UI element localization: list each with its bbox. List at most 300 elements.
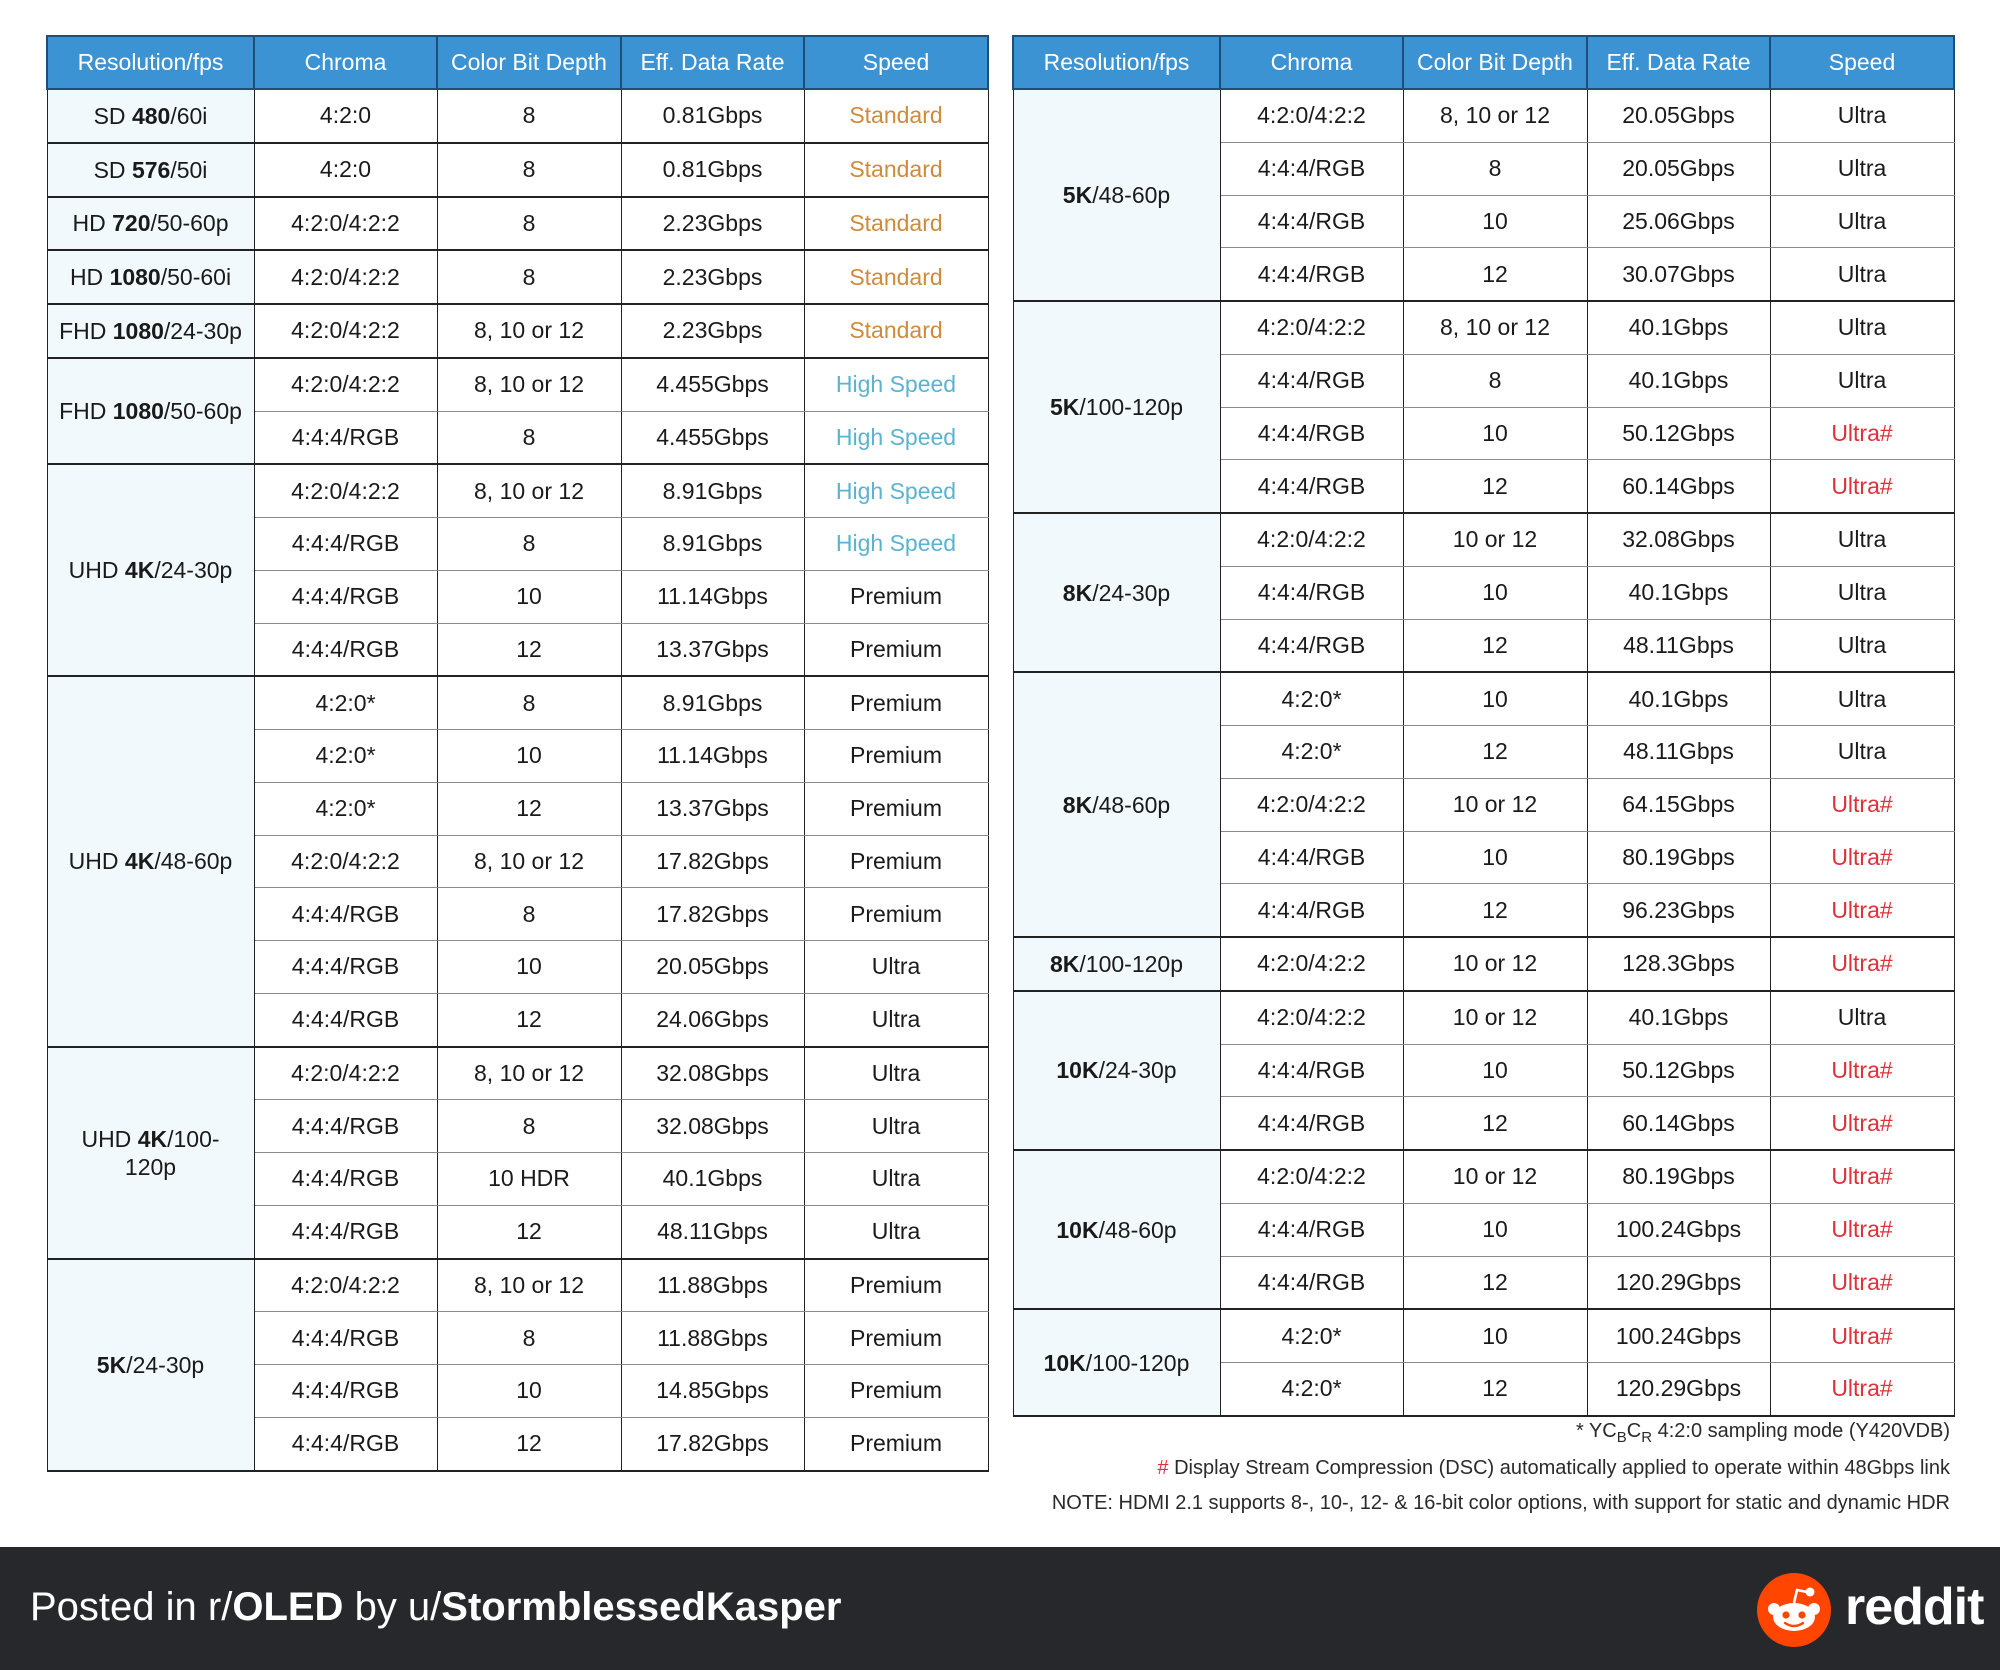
posted-in-label: Posted in r/ xyxy=(30,1585,233,1629)
speed-cell: Ultra xyxy=(804,1205,988,1258)
chroma-cell: 4:2:0/4:2:2 xyxy=(254,464,437,517)
data-rate-cell: 60.14Gbps xyxy=(1587,460,1770,513)
chroma-cell: 4:2:0* xyxy=(254,782,437,835)
speed-cell: Premium xyxy=(804,730,988,783)
resolution-cell xyxy=(1013,1309,1220,1416)
bit-depth-cell: 10 xyxy=(1403,1309,1587,1362)
bit-depth-cell: 12 xyxy=(1403,1256,1587,1309)
chroma-cell: 4:4:4/RGB xyxy=(1220,1097,1403,1150)
header-speed: Speed xyxy=(804,36,988,89)
speed-cell: Ultra xyxy=(1770,301,1954,354)
speed-cell: Ultra xyxy=(1770,89,1954,142)
footnote-ycbcr-suffix: 4:2:0 sampling mode (Y420VDB) xyxy=(1652,1420,1950,1442)
chroma-cell: 4:2:0/4:2:2 xyxy=(1220,991,1403,1044)
header-color-bit-depth: Color Bit Depth xyxy=(437,36,621,89)
bit-depth-cell: 10 HDR xyxy=(437,1153,621,1206)
resolution-cell xyxy=(1013,991,1220,1150)
resolution-cell xyxy=(1013,513,1220,672)
chroma-cell: 4:4:4/RGB xyxy=(1220,566,1403,619)
chroma-cell: 4:2:0* xyxy=(1220,672,1403,725)
bit-depth-cell: 12 xyxy=(1403,460,1587,513)
bit-depth-cell: 10 or 12 xyxy=(1403,937,1587,991)
bit-depth-cell: 10 xyxy=(1403,1044,1587,1097)
bit-depth-cell: 8 xyxy=(1403,354,1587,407)
data-rate-cell: 64.15Gbps xyxy=(1587,778,1770,831)
chroma-cell: 4:4:4/RGB xyxy=(254,1205,437,1258)
speed-cell: Ultra xyxy=(804,1100,988,1153)
bit-depth-cell: 12 xyxy=(437,623,621,676)
bit-depth-cell: 8, 10 or 12 xyxy=(1403,301,1587,354)
footnote-ycbcr-mid: C xyxy=(1626,1420,1642,1442)
resolution-prefix: UHD xyxy=(81,1125,138,1152)
chroma-cell: 4:4:4/RGB xyxy=(254,941,437,994)
resolution-cell xyxy=(1013,89,1220,301)
data-rate-cell: 4.455Gbps xyxy=(621,411,804,464)
reddit-wordmark: reddit xyxy=(1845,1578,1984,1636)
data-rate-cell: 32.08Gbps xyxy=(621,1047,804,1100)
bit-depth-cell: 8, 10 or 12 xyxy=(437,1259,621,1312)
chroma-cell: 4:2:0 xyxy=(254,143,437,197)
speed-cell: High Speed xyxy=(804,358,988,411)
chroma-cell: 4:2:0/4:2:2 xyxy=(1220,778,1403,831)
resolution-prefix: HD xyxy=(72,210,113,237)
data-rate-cell: 17.82Gbps xyxy=(621,835,804,888)
resolution-fps: /48-60p xyxy=(154,848,233,875)
header-row xyxy=(47,36,988,89)
chroma-cell: 4:4:4/RGB xyxy=(254,411,437,464)
resolution-value: 720 xyxy=(112,210,151,237)
reddit-footer-bar xyxy=(0,1547,2000,1670)
resolution-cell xyxy=(47,464,254,676)
chroma-cell: 4:4:4/RGB xyxy=(1220,619,1403,672)
data-rate-cell: 120.29Gbps xyxy=(1587,1363,1770,1416)
resolution-prefix: FHD xyxy=(59,317,113,344)
data-rate-cell: 30.07Gbps xyxy=(1587,248,1770,301)
resolution-fps: /100-120p xyxy=(1079,950,1183,977)
chroma-cell: 4:4:4/RGB xyxy=(1220,407,1403,460)
speed-cell: High Speed xyxy=(804,464,988,517)
data-rate-cell: 40.1Gbps xyxy=(1587,354,1770,407)
username-link[interactable]: StormblessedKasper xyxy=(441,1585,842,1629)
resolution-value: 8K xyxy=(1062,579,1093,606)
resolution-cell xyxy=(47,358,254,465)
chroma-cell: 4:2:0* xyxy=(1220,1363,1403,1416)
data-rate-cell: 20.05Gbps xyxy=(621,941,804,994)
bit-depth-cell: 8 xyxy=(437,197,621,251)
header-resolution: Resolution/fps xyxy=(1013,36,1220,89)
resolution-prefix: HD xyxy=(69,264,110,291)
bit-depth-cell: 8 xyxy=(437,888,621,941)
resolution-cell xyxy=(1013,672,1220,937)
chroma-cell: 4:2:0/4:2:2 xyxy=(254,304,437,358)
data-rate-cell: 13.37Gbps xyxy=(621,782,804,835)
speed-cell: Ultra# xyxy=(1770,1097,1954,1150)
chroma-cell: 4:4:4/RGB xyxy=(1220,195,1403,248)
data-rate-cell: 2.23Gbps xyxy=(621,250,804,304)
data-rate-cell: 40.1Gbps xyxy=(1587,991,1770,1044)
data-rate-cell: 40.1Gbps xyxy=(1587,672,1770,725)
bit-depth-cell: 10 or 12 xyxy=(1403,991,1587,1044)
resolution-fps: /50-60p xyxy=(150,210,229,237)
data-rate-cell: 60.14Gbps xyxy=(1587,1097,1770,1150)
bit-depth-cell: 10 xyxy=(1403,672,1587,725)
data-rate-cell: 32.08Gbps xyxy=(621,1100,804,1153)
bit-depth-cell: 8, 10 or 12 xyxy=(1403,89,1587,142)
data-rate-cell: 25.06Gbps xyxy=(1587,195,1770,248)
data-rate-cell: 8.91Gbps xyxy=(621,518,804,571)
data-rate-cell: 8.91Gbps xyxy=(621,464,804,517)
resolution-fps: /48-60p xyxy=(1098,1216,1177,1243)
chroma-cell: 4:4:4/RGB xyxy=(1220,1044,1403,1097)
header-chroma: Chroma xyxy=(254,36,437,89)
chroma-cell: 4:4:4/RGB xyxy=(254,1153,437,1206)
table-row xyxy=(47,464,988,517)
data-rate-cell: 11.14Gbps xyxy=(621,570,804,623)
speed-cell: Ultra xyxy=(1770,513,1954,566)
resolution-cell xyxy=(47,143,254,197)
resolution-fps: /50-60i xyxy=(160,264,232,291)
bit-depth-cell: 10 xyxy=(437,1365,621,1418)
resolution-value: 1080 xyxy=(112,398,164,424)
data-rate-cell: 20.05Gbps xyxy=(1587,142,1770,195)
data-rate-cell: 8.91Gbps xyxy=(621,676,804,729)
bit-depth-cell: 8 xyxy=(437,89,621,143)
data-rate-cell: 11.88Gbps xyxy=(621,1259,804,1312)
footnote-ycbcr-sub-b: B xyxy=(1616,1429,1627,1446)
speed-cell: High Speed xyxy=(804,411,988,464)
data-rate-cell: 96.23Gbps xyxy=(1587,884,1770,937)
speed-cell: Ultra# xyxy=(1770,1363,1954,1416)
resolution-value: 5K xyxy=(1062,182,1093,208)
chroma-cell: 4:4:4/RGB xyxy=(254,1417,437,1470)
chroma-cell: 4:2:0* xyxy=(1220,1309,1403,1362)
table-row xyxy=(1013,1150,1954,1203)
chroma-cell: 4:4:4/RGB xyxy=(254,888,437,941)
speed-cell: Ultra xyxy=(1770,672,1954,725)
bit-depth-cell: 12 xyxy=(1403,1363,1587,1416)
speed-cell: Ultra xyxy=(1770,566,1954,619)
table-row xyxy=(1013,89,1954,142)
speed-cell: Ultra xyxy=(1770,991,1954,1044)
speed-cell: Ultra xyxy=(804,993,988,1046)
resolution-fps: /50-60p xyxy=(163,398,242,424)
speed-cell: Ultra# xyxy=(1770,1309,1954,1362)
header-eff-data-rate: Eff. Data Rate xyxy=(621,36,804,89)
speed-cell: Standard xyxy=(804,89,988,143)
speed-cell: Standard xyxy=(804,197,988,251)
chroma-cell: 4:4:4/RGB xyxy=(254,1100,437,1153)
chroma-cell: 4:4:4/RGB xyxy=(1220,1256,1403,1309)
table-row xyxy=(47,358,988,411)
resolution-fps: /100-120p xyxy=(124,1125,220,1180)
speed-cell: Ultra# xyxy=(1770,937,1954,991)
data-rate-cell: 128.3Gbps xyxy=(1587,937,1770,991)
table-row xyxy=(1013,1309,1954,1362)
chroma-cell: 4:4:4/RGB xyxy=(1220,142,1403,195)
resolution-value: 10K xyxy=(1043,1349,1086,1376)
data-rate-cell: 11.14Gbps xyxy=(621,730,804,783)
resolution-value: 8K xyxy=(1062,791,1093,818)
resolution-value: 4K xyxy=(124,848,155,875)
resolution-prefix: UHD xyxy=(68,848,125,875)
post-attribution xyxy=(30,1585,841,1630)
table-row xyxy=(47,1259,988,1312)
data-rate-cell: 32.08Gbps xyxy=(1587,513,1770,566)
bit-depth-cell: 8, 10 or 12 xyxy=(437,835,621,888)
speed-cell: Ultra# xyxy=(1770,460,1954,513)
data-rate-cell: 80.19Gbps xyxy=(1587,1150,1770,1203)
bit-depth-cell: 10 xyxy=(437,570,621,623)
table-row xyxy=(1013,301,1954,354)
chroma-cell: 4:4:4/RGB xyxy=(254,1312,437,1365)
speed-cell: Standard xyxy=(804,143,988,197)
chroma-cell: 4:4:4/RGB xyxy=(1220,248,1403,301)
bit-depth-cell: 10 xyxy=(1403,407,1587,460)
chroma-cell: 4:2:0* xyxy=(254,730,437,783)
resolution-fps: /100-120p xyxy=(1079,394,1183,420)
resolution-prefix: UHD xyxy=(68,557,125,584)
resolution-fps: /60i xyxy=(170,102,208,129)
speed-cell: Ultra xyxy=(804,1047,988,1100)
table-row xyxy=(47,676,988,729)
table-row xyxy=(1013,672,1954,725)
chroma-cell: 4:4:4/RGB xyxy=(254,1365,437,1418)
bit-depth-cell: 10 xyxy=(437,730,621,783)
table-body-right xyxy=(1013,89,1954,1416)
speed-cell: Standard xyxy=(804,304,988,358)
footnote-ycbcr-sub-r: R xyxy=(1641,1429,1653,1446)
speed-cell: Premium xyxy=(804,782,988,835)
speed-cell: Ultra xyxy=(1770,248,1954,301)
table-row xyxy=(47,197,988,251)
resolution-fps: /24-30p xyxy=(154,557,233,584)
speed-cell: Premium xyxy=(804,676,988,729)
speed-cell: Ultra# xyxy=(1770,778,1954,831)
speed-cell: Ultra xyxy=(1770,195,1954,248)
resolution-cell xyxy=(47,304,254,358)
hdmi-spec-table-left xyxy=(46,35,989,1472)
data-rate-cell: 2.23Gbps xyxy=(621,304,804,358)
chroma-cell: 4:2:0/4:2:2 xyxy=(254,250,437,304)
bit-depth-cell: 8, 10 or 12 xyxy=(437,464,621,517)
speed-cell: Premium xyxy=(804,1259,988,1312)
chroma-cell: 4:2:0/4:2:2 xyxy=(254,358,437,411)
resolution-prefix: SD xyxy=(93,102,132,129)
resolution-value: 1080 xyxy=(109,264,161,291)
data-rate-cell: 100.24Gbps xyxy=(1587,1309,1770,1362)
resolution-value: 480 xyxy=(131,102,171,129)
speed-cell: Premium xyxy=(804,835,988,888)
data-rate-cell: 14.85Gbps xyxy=(621,1365,804,1418)
bit-depth-cell: 8 xyxy=(437,518,621,571)
resolution-cell xyxy=(47,1259,254,1471)
chroma-cell: 4:2:0/4:2:2 xyxy=(1220,89,1403,142)
bit-depth-cell: 12 xyxy=(1403,726,1587,779)
bit-depth-cell: 12 xyxy=(437,1205,621,1258)
bit-depth-cell: 8, 10 or 12 xyxy=(437,1047,621,1100)
bit-depth-cell: 12 xyxy=(1403,619,1587,672)
data-rate-cell: 40.1Gbps xyxy=(1587,566,1770,619)
footnote-hdmi-note: NOTE: HDMI 2.1 supports 8-, 10-, 12- & 16-bit color options, with support for static and dynamic HDR xyxy=(1051,1492,1950,1514)
speed-cell: Ultra xyxy=(804,941,988,994)
bit-depth-cell: 8 xyxy=(437,676,621,729)
reddit-snoo-icon xyxy=(1757,1573,1831,1647)
resolution-value: 5K xyxy=(1050,394,1080,420)
chroma-cell: 4:4:4/RGB xyxy=(1220,1203,1403,1256)
chroma-cell: 4:4:4/RGB xyxy=(1220,884,1403,937)
data-rate-cell: 48.11Gbps xyxy=(621,1205,804,1258)
speed-cell: Premium xyxy=(804,570,988,623)
speed-cell: Premium xyxy=(804,1417,988,1470)
chroma-cell: 4:2:0/4:2:2 xyxy=(254,1259,437,1312)
data-rate-cell: 48.11Gbps xyxy=(1587,619,1770,672)
data-rate-cell: 20.05Gbps xyxy=(1587,89,1770,142)
resolution-fps: /24-30p xyxy=(163,317,242,344)
data-rate-cell: 17.82Gbps xyxy=(621,888,804,941)
resolution-prefix: FHD xyxy=(59,398,113,424)
chroma-cell: 4:4:4/RGB xyxy=(254,570,437,623)
resolution-prefix: SD xyxy=(93,156,132,183)
data-rate-cell: 48.11Gbps xyxy=(1587,726,1770,779)
resolution-cell xyxy=(1013,1150,1220,1309)
header-color-bit-depth: Color Bit Depth xyxy=(1403,36,1587,89)
bit-depth-cell: 10 xyxy=(1403,831,1587,884)
footnote-ycbcr xyxy=(1576,1420,1950,1446)
resolution-fps: /24-30p xyxy=(1098,1057,1177,1084)
resolution-fps: /48-60p xyxy=(1092,182,1171,208)
resolution-fps: /100-120p xyxy=(1085,1349,1190,1376)
table-row xyxy=(47,89,988,143)
resolution-cell xyxy=(47,676,254,1046)
resolution-value: 576 xyxy=(131,156,171,183)
data-rate-cell: 50.12Gbps xyxy=(1587,407,1770,460)
by-label: by u/ xyxy=(343,1585,442,1629)
data-rate-cell: 4.455Gbps xyxy=(621,358,804,411)
speed-cell: Premium xyxy=(804,1365,988,1418)
chroma-cell: 4:2:0/4:2:2 xyxy=(1220,937,1403,991)
resolution-cell xyxy=(47,250,254,304)
resolution-fps: /24-30p xyxy=(126,1351,205,1378)
header-chroma: Chroma xyxy=(1220,36,1403,89)
chroma-cell: 4:4:4/RGB xyxy=(1220,354,1403,407)
chroma-cell: 4:2:0 xyxy=(254,89,437,143)
resolution-value: 5K xyxy=(96,1351,127,1378)
resolution-value: 8K xyxy=(1050,950,1080,977)
header-speed: Speed xyxy=(1770,36,1954,89)
bit-depth-cell: 10 or 12 xyxy=(1403,513,1587,566)
data-rate-cell: 120.29Gbps xyxy=(1587,1256,1770,1309)
bit-depth-cell: 8, 10 or 12 xyxy=(437,358,621,411)
chroma-cell: 4:2:0/4:2:2 xyxy=(1220,513,1403,566)
chroma-cell: 4:2:0/4:2:2 xyxy=(254,1047,437,1100)
resolution-fps: /48-60p xyxy=(1092,791,1171,818)
speed-cell: Premium xyxy=(804,1312,988,1365)
bit-depth-cell: 12 xyxy=(1403,884,1587,937)
resolution-value: 10K xyxy=(1056,1216,1099,1243)
bit-depth-cell: 10 or 12 xyxy=(1403,1150,1587,1203)
data-rate-cell: 24.06Gbps xyxy=(621,993,804,1046)
chroma-cell: 4:2:0/4:2:2 xyxy=(1220,1150,1403,1203)
bit-depth-cell: 10 xyxy=(1403,1203,1587,1256)
speed-cell: Premium xyxy=(804,623,988,676)
table-row xyxy=(1013,991,1954,1044)
speed-cell: High Speed xyxy=(804,518,988,571)
subreddit-link[interactable]: OLED xyxy=(232,1585,344,1629)
resolution-cell xyxy=(47,89,254,143)
data-rate-cell: 100.24Gbps xyxy=(1587,1203,1770,1256)
chroma-cell: 4:4:4/RGB xyxy=(254,993,437,1046)
chroma-cell: 4:4:4/RGB xyxy=(254,623,437,676)
header-resolution: Resolution/fps xyxy=(47,36,254,89)
header-eff-data-rate: Eff. Data Rate xyxy=(1587,36,1770,89)
footnote-dsc xyxy=(1157,1457,1950,1480)
bit-depth-cell: 12 xyxy=(437,993,621,1046)
speed-cell: Ultra# xyxy=(1770,1256,1954,1309)
data-rate-cell: 40.1Gbps xyxy=(1587,301,1770,354)
bit-depth-cell: 8, 10 or 12 xyxy=(437,304,621,358)
bit-depth-cell: 10 xyxy=(1403,195,1587,248)
table-row xyxy=(47,143,988,197)
data-rate-cell: 17.82Gbps xyxy=(621,1417,804,1470)
resolution-value: 1080 xyxy=(112,317,164,344)
resolution-value: 4K xyxy=(124,557,155,584)
chroma-cell: 4:2:0* xyxy=(254,676,437,729)
data-rate-cell: 11.88Gbps xyxy=(621,1312,804,1365)
table-row xyxy=(47,1047,988,1100)
speed-cell: Standard xyxy=(804,250,988,304)
table-row xyxy=(1013,513,1954,566)
speed-cell: Ultra# xyxy=(1770,1203,1954,1256)
table-body-left xyxy=(47,89,988,1471)
chroma-cell: 4:2:0* xyxy=(1220,726,1403,779)
bit-depth-cell: 10 xyxy=(437,941,621,994)
bit-depth-cell: 12 xyxy=(437,782,621,835)
speed-cell: Ultra# xyxy=(1770,831,1954,884)
resolution-cell xyxy=(47,197,254,251)
table-row xyxy=(47,250,988,304)
bit-depth-cell: 8 xyxy=(437,1100,621,1153)
chroma-cell: 4:4:4/RGB xyxy=(254,518,437,571)
speed-cell: Ultra# xyxy=(1770,1044,1954,1097)
resolution-fps: /50i xyxy=(170,156,208,183)
speed-cell: Ultra# xyxy=(1770,1150,1954,1203)
resolution-value: 4K xyxy=(137,1125,168,1152)
footnote-ycbcr-prefix: * YC xyxy=(1575,1420,1617,1442)
bit-depth-cell: 8 xyxy=(437,143,621,197)
bit-depth-cell: 12 xyxy=(437,1417,621,1470)
resolution-cell xyxy=(47,1047,254,1259)
speed-cell: Premium xyxy=(804,888,988,941)
chroma-cell: 4:2:0/4:2:2 xyxy=(254,835,437,888)
data-rate-cell: 2.23Gbps xyxy=(621,197,804,251)
speed-cell: Ultra xyxy=(1770,142,1954,195)
speed-cell: Ultra xyxy=(1770,354,1954,407)
header-row xyxy=(1013,36,1954,89)
data-rate-cell: 50.12Gbps xyxy=(1587,1044,1770,1097)
table-row xyxy=(1013,937,1954,991)
resolution-cell xyxy=(1013,937,1220,991)
bit-depth-cell: 10 or 12 xyxy=(1403,778,1587,831)
bit-depth-cell: 10 xyxy=(1403,566,1587,619)
resolution-value: 10K xyxy=(1056,1057,1099,1084)
chroma-cell: 4:4:4/RGB xyxy=(1220,831,1403,884)
bit-depth-cell: 8 xyxy=(437,1312,621,1365)
data-rate-cell: 0.81Gbps xyxy=(621,89,804,143)
data-rate-cell: 0.81Gbps xyxy=(621,143,804,197)
bit-depth-cell: 12 xyxy=(1403,248,1587,301)
chroma-cell: 4:4:4/RGB xyxy=(1220,460,1403,513)
bit-depth-cell: 8 xyxy=(437,250,621,304)
